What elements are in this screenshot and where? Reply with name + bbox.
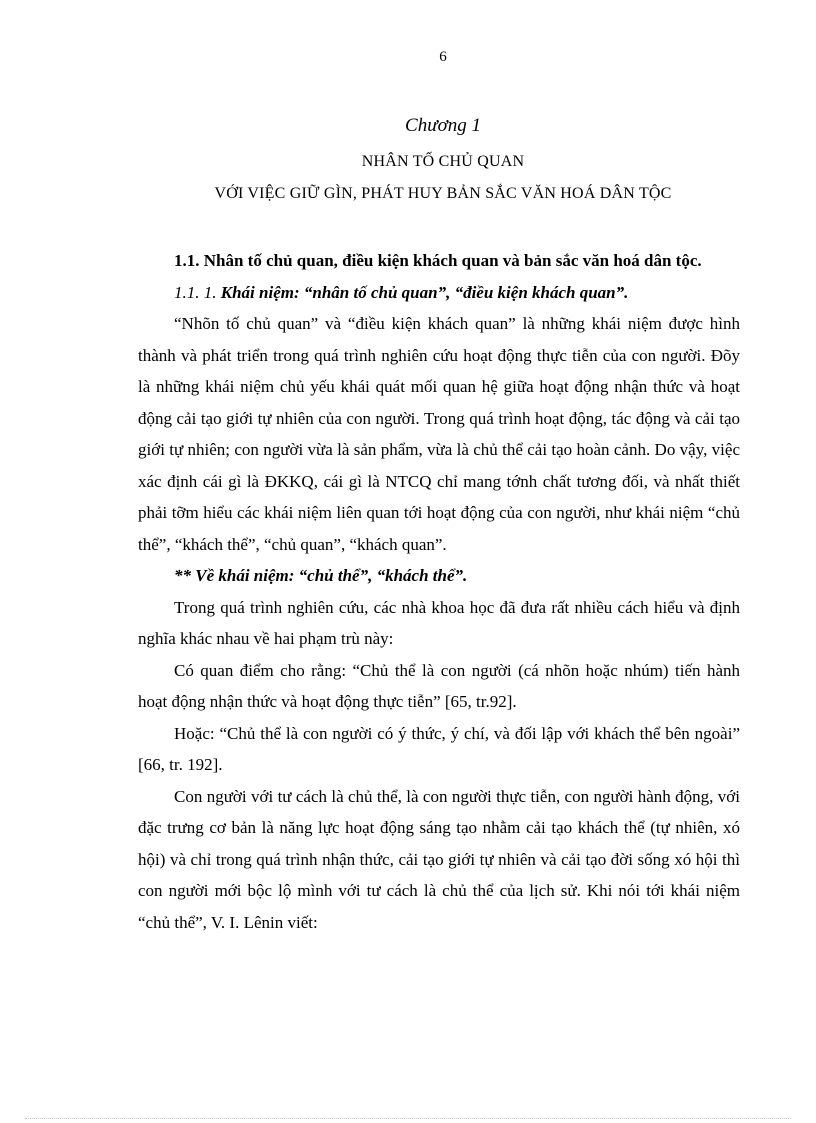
- paragraph-5: Con người với tư cách là chủ thể, là con người thực tiễn, con người hành động, với đặc trưng cơ bản là năng lực hoạt động sáng tạo nhằm cải tạo khách thể (tự nhiên, xó hội) và chỉ trong quá trình nhận thức, cải tạo giới tự nhiên và cải tạo đời sống xó hội thì con người mới bộc lộ mình với tư cách là chủ thể của lịch sử. Khi nói tới khái niệm “chủ thể”, V. I. Lênin viết:: [138, 786, 740, 932]
- paragraph-2: Trong quá trình nghiên cứu, các nhà khoa học đã đưa rất nhiều cách hiểu và định nghĩa khác nhau về hai phạm trù này:: [138, 597, 740, 648]
- subsection-number: 1.1. 1.: [174, 282, 217, 302]
- paragraph-3: Có quan điểm cho rằng: “Chủ thể là con người (cá nhõn hoặc nhúm) tiến hành hoạt động nhận thức và hoạt động thực tiễn” [65, tr.92].: [138, 660, 740, 711]
- subsection-title: Khái niệm: “nhân tố chủ quan”, “điều kiện khách quan”.: [220, 282, 629, 302]
- section-heading: 1.1. Nhân tố chủ quan, điều kiện khách quan và bản sắc văn hoá dân tộc.: [174, 251, 702, 270]
- paragraph-4: Hoặc: “Chủ thể là con người có ý thức, ý chí, và đối lập với khách thể bên ngoài” [66, tr. 192].: [138, 723, 740, 774]
- page-bottom-divider: [25, 1118, 791, 1119]
- chapter-title-line-1: NHÂN TỐ CHỦ QUAN: [361, 153, 525, 170]
- paragraph-1: “Nhõn tố chủ quan” và “điều kiện khách quan” là những khái niệm được hình thành và phát triển trong quá trình nghiên cứu hoạt động thực tiễn của con người. Đõy là những khái niệm chủ yếu khái quát mối quan hệ giữa hoạt động nhận thức và hoạt động cải tạo giới tự nhiên của con người. Trong quá trình hoạt động, tác động và cải tạo giới tự nhiên; con người vừa là sản phẩm, vừa là chủ thể cải tạo hoàn cảnh. Do vậy, việc xác định cái gì là ĐKKQ, cái gì là NTCQ chỉ mang tớnh chất tương đối, và nhất thiết phải tỡm hiểu các khái niệm liên quan tới hoạt động của con người, như khái niệm “chủ thể”, “khách thể”, “chủ quan”, “khách quan”.: [138, 314, 740, 554]
- subsection-2-heading: ** Về khái niệm: “chủ thể”, “khách thể”.: [174, 566, 468, 585]
- body-text: [138, 245, 740, 938]
- subsection-heading: [138, 277, 740, 309]
- chapter-label: Chương 1: [405, 115, 481, 136]
- page-number: 6: [439, 49, 447, 65]
- chapter-title-line-2: VỚI VIỆC GIỮ GÌN, PHÁT HUY BẢN SẮC VĂN HOÁ DÂN TỘC: [214, 185, 672, 202]
